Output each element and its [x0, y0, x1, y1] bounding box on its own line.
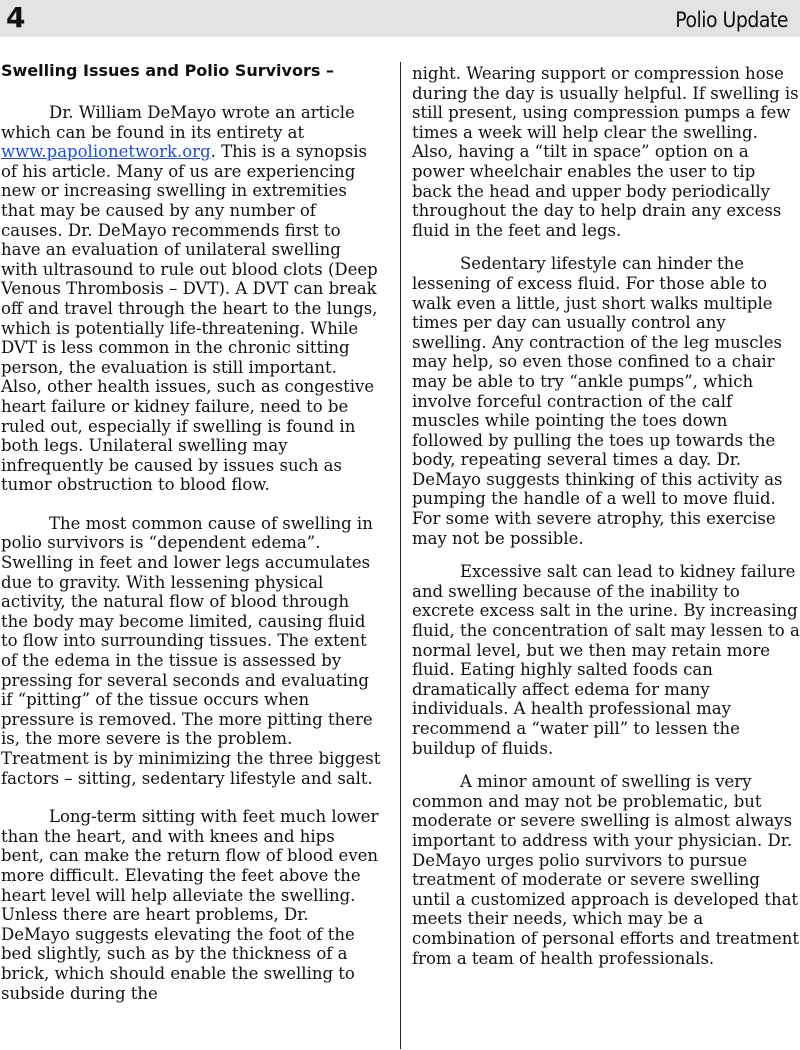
- article-paragraph-3-continued: night. Wearing support or compression hose during the day is usually helpful. If swelling is still present, using compression pumps a few times a week will help clear the swelling. Also, having a “tilt in space” option on a power wheelchair enables the user to tip back the head and upper body periodically throughout the day to help drain any excess fluid in the feet and legs.: [412, 64, 799, 240]
- page-number: 4: [6, 1, 26, 34]
- column-divider: [400, 62, 401, 1049]
- article-paragraph-1: [1, 103, 381, 495]
- papolionetwork-link[interactable]: www.papolionetwork.org: [1, 142, 211, 162]
- article-paragraph-6: A minor amount of swelling is very common and may not be problematic, but moderate or severe swelling is almost always important to address with your physician. Dr. DeMayo urges polio survivors to pursue treatment of moderate or severe swelling until a customized approach is developed that meets their needs, which may be a combination of personal efforts and treatment from a team of health professionals.: [412, 772, 800, 968]
- article-paragraph-5: Excessive salt can lead to kidney failure and swelling because of the inability to excrete excess salt in the urine. By increasing fluid, the concentration of salt may lessen to a normal level, but we then may retain more fluid. Eating highly salted foods can dramatically affect edema for many individuals. A health professional may recommend a “water pill” to lessen the buildup of fluids.: [412, 562, 800, 758]
- paragraph-1-text-start: Dr. William DeMayo wrote an article which can be found in its entirety at: [1, 103, 355, 142]
- article-paragraph-4: Sedentary lifestyle can hinder the lessening of excess fluid. For those able to walk even a little, just short walks multiple times per day can usually control any swelling. Any contraction of the leg muscles may help, so even those confined to a chair may be able to try “ankle pumps”, which involve forceful contraction of the calf muscles while pointing the toes down followed by pulling the toes up towards the body, repeating several times a day. Dr. DeMayo suggests thinking of this activity as pumping the handle of a well to move fluid. For some with severe atrophy, this exercise may not be possible.: [412, 254, 783, 548]
- article-paragraph-3: Long-term sitting with feet much lower than the heart, and with knees and hips bent, can make the return flow of blood even more difficult. Elevating the feet above the heart level will help alleviate the swelling. Unless there are heart problems, Dr. DeMayo suggests elevating the foot of the bed slightly, such as by the thickness of a brick, which should enable the swelling to subside during the: [1, 807, 379, 1003]
- right-column: [412, 64, 800, 982]
- left-column: [1, 60, 381, 1022]
- article-headline: Swelling Issues and Polio Survivors –: [1, 61, 334, 80]
- article-paragraph-2: The most common cause of swelling in polio survivors is “dependent edema”. Swelling in feet and lower legs accumulates due to gravity. With lessening physical activity, the natural flow of blood through the body may become limited, causing fluid to flow into surrounding tissues. The extent of the edema in the tissue is assessed by pressing for several seconds and evaluating if “pitting” of the tissue occurs when pressure is removed. The more pitting there is, the more severe is the problem. Treatment is by minimizing the three biggest factors – sitting, sedentary lifestyle and salt.: [1, 513, 381, 788]
- paragraph-1-text-end: . This is a synopsis of his article. Many of us are experiencing new or increasing swelling in extremities that may be caused by any number of causes. Dr. DeMayo recommends first to have an evaluation of unilateral swelling with ultrasound to rule out blood clots (Deep Venous Thrombosis – DVT). A DVT can break off and travel through the heart to the lungs, which is potentially life-threatening. While DVT is less common in the chronic sitting person, the evaluation is still important. Also, other health issues, such as congestive heart failure or kidney failure, need to be ruled out, especially if swelling is found in both legs. Unilateral swelling may infrequently be caused by issues such as tumor obstruction to blood flow.: [1, 142, 378, 495]
- publication-title: Polio Update: [675, 8, 788, 32]
- page-header: [0, 0, 800, 37]
